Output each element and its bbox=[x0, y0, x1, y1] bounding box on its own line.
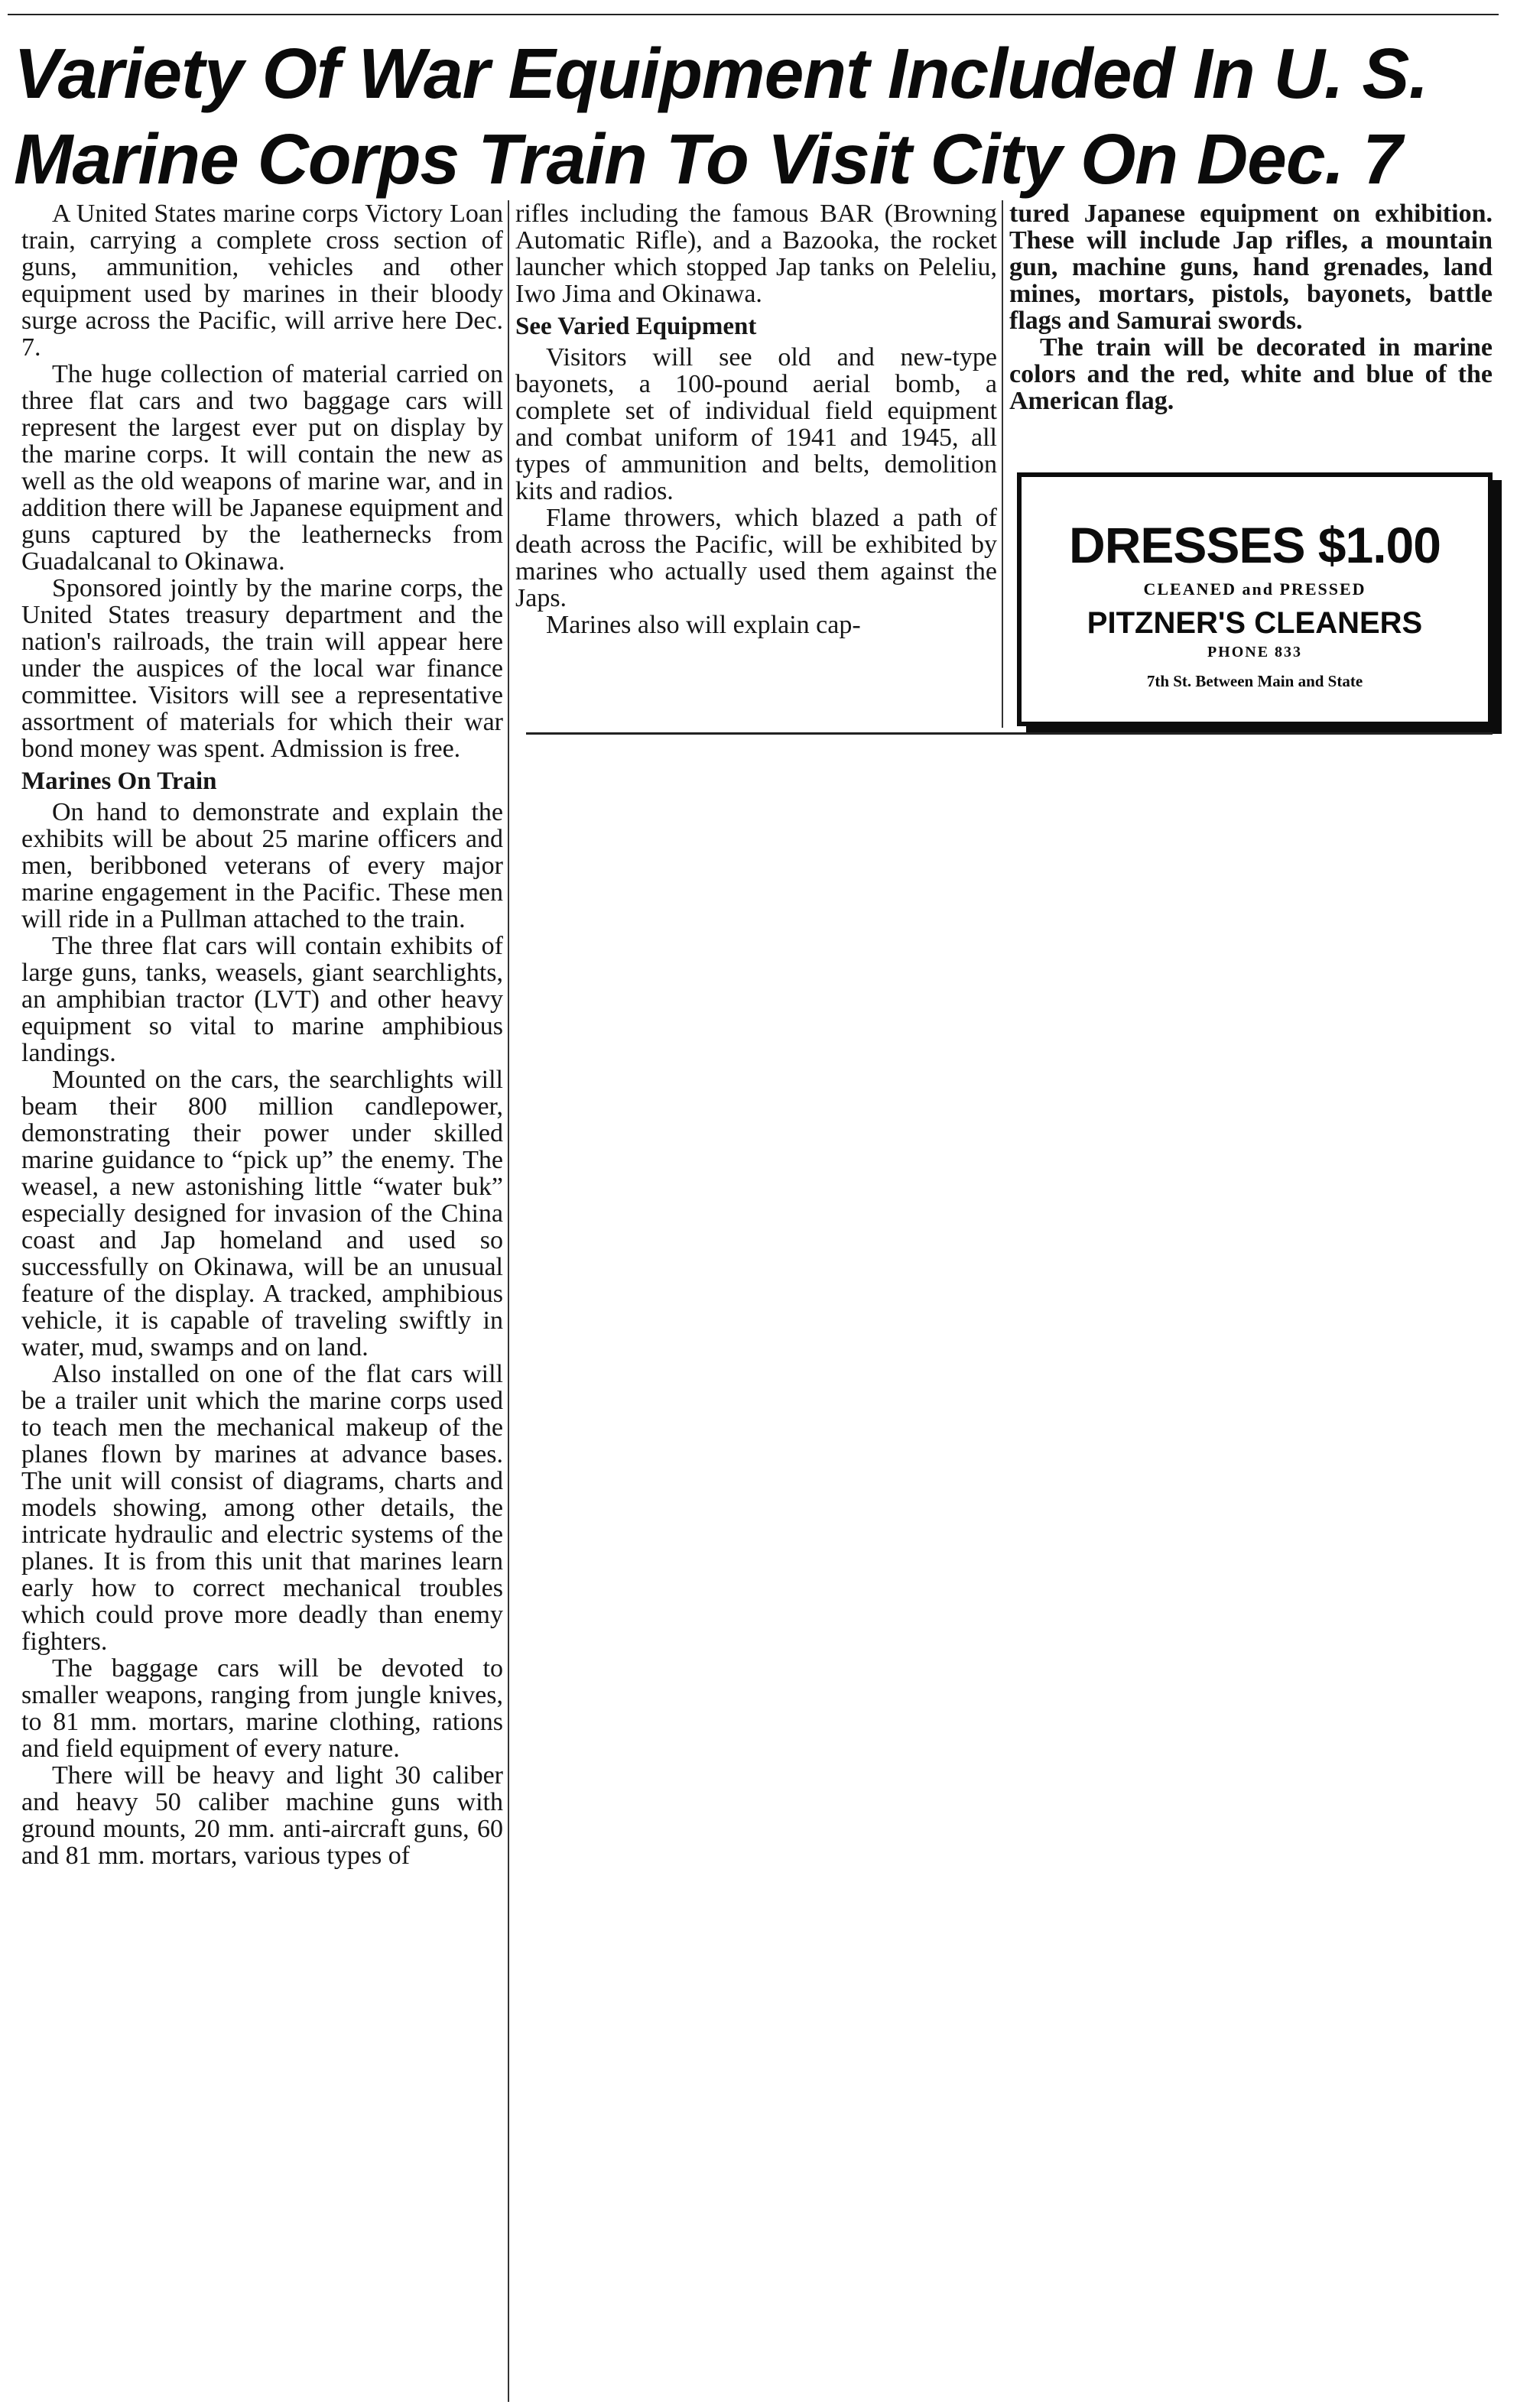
headline bbox=[14, 31, 1497, 202]
paragraph: Marines also will explain cap- bbox=[546, 611, 861, 639]
column-divider bbox=[1002, 200, 1003, 728]
paragraph: rifles including the famous BAR (Browning Automatic Rifle), and a Bazooka, the rocket launcher which stopped Jap tanks on Peleliu, Iwo Jima and Okinawa. bbox=[515, 200, 997, 308]
column-divider bbox=[508, 200, 509, 2402]
ad-price-line: DRESSES $1.00 bbox=[1069, 517, 1441, 573]
advertisement-box bbox=[1017, 472, 1493, 726]
article-column-1 bbox=[21, 200, 503, 1869]
paragraph: On hand to demonstrate and explain the exhibits will be about 25 marine officers and men, beribboned veterans of every major marine engagement in the Pacific. These men will ride in a Pullman attached to the train. bbox=[21, 798, 503, 933]
paragraph: Also installed on one of the flat cars will be a trailer unit which the marine corps used to teach men the mechanical makeup of the planes flown by marines at advance bases. The unit will consist of diagrams, charts and models showing, among other details, the intricate hydraulic and electric systems of the planes. It is from this unit that marines learn early how to correct mechanical troubles which could prove more deadly than enemy fighters. bbox=[21, 1360, 503, 1656]
paragraph: The huge collection of material carried on three flat cars and two baggage cars will represent the largest ever put on display by the marine corps. It will contain the new as well as the old weapons of marine war, and in addition there will be Japanese equipment and guns captured by the leathernecks from Guadalcanal to Okinawa. bbox=[21, 360, 503, 576]
headline-line-2: Marine Corps Train To Visit City On Dec. 7 bbox=[14, 119, 1402, 199]
ad-business-name: PITZNER'S CLEANERS bbox=[1087, 606, 1423, 640]
ad-phone: PHONE 833 bbox=[1207, 644, 1303, 660]
paragraph: Mounted on the cars, the searchlights will beam their 800 million candlepower, demonstrating their power under skilled marine guidance to “pick up” the enemy. The weasel, a new astonishing little “water buk” especially designed for invasion of the China coast and Jap homeland and used so successfully on Okinawa, will be an unusual feature of the display. A tracked, amphibious vehicle, it is capable of traveling swiftly in water, mud, swamps and on land. bbox=[21, 1066, 503, 1361]
paragraph: The baggage cars will be devoted to smaller weapons, ranging from jungle knives, to 81 mm. mortars, marine clothing, rations and field equipment of every nature. bbox=[21, 1654, 503, 1763]
paragraph: The three flat cars will contain exhibits of large guns, tanks, weasels, giant searchlights, an amphibian tractor (LVT) and other heavy equipment so vital to marine amphibious landings. bbox=[21, 932, 503, 1067]
article-column-2 bbox=[515, 200, 997, 638]
paragraph: Visitors will see old and new-type bayonets, a 100-pound aerial bomb, a complete set of individual field equipment and combat uniform of 1941 and 1945, all types of ammunition and belts, demolition kits and radios. bbox=[515, 343, 997, 505]
top-rule bbox=[8, 14, 1499, 15]
paragraph: A United States marine corps Victory Loan train, carrying a complete cross section of guns, ammunition, vehicles and other equipment used by marines in their bloody surge across the Pacific, will arrive here Dec. 7. bbox=[21, 200, 503, 362]
ad-service: CLEANED and PRESSED bbox=[1143, 579, 1366, 599]
headline-line-1: Variety Of War Equipment Included In U. S. bbox=[14, 34, 1428, 113]
ad-address: 7th St. Between Main and State bbox=[1146, 672, 1363, 690]
paragraph: The train will be decorated in marine colors and the red, white and blue of the American flag. bbox=[1009, 333, 1493, 415]
paragraph: There will be heavy and light 30 caliber and heavy 50 caliber machine guns with ground mounts, 20 mm. anti-aircraft guns, 60 and 81 mm. mortars, various types of bbox=[21, 1761, 503, 1870]
article-column-3 bbox=[1009, 200, 1493, 414]
paragraph: Sponsored jointly by the marine corps, the United States treasury department and the nation's railroads, the train will appear here under the auspices of the local war finance committee. Visitors will see a representative assortment of materials for which their war bond money was spent. Admission is free. bbox=[21, 574, 503, 763]
paragraph: tured Japanese equipment on exhibition. These will include Jap rifles, a mountain gun, machine guns, hand grenades, land mines, mortars, pistols, bayonets, battle flags and Samurai swords. bbox=[1009, 200, 1493, 335]
subheading-marines-on-train: Marines On Train bbox=[21, 768, 217, 795]
subheading-see-varied-equipment: See Varied Equipment bbox=[515, 313, 757, 340]
paragraph: Flame throwers, which blazed a path of death across the Pacific, will be exhibited by marines who actually used them against the Japs. bbox=[515, 504, 997, 612]
section-rule bbox=[526, 732, 1493, 735]
